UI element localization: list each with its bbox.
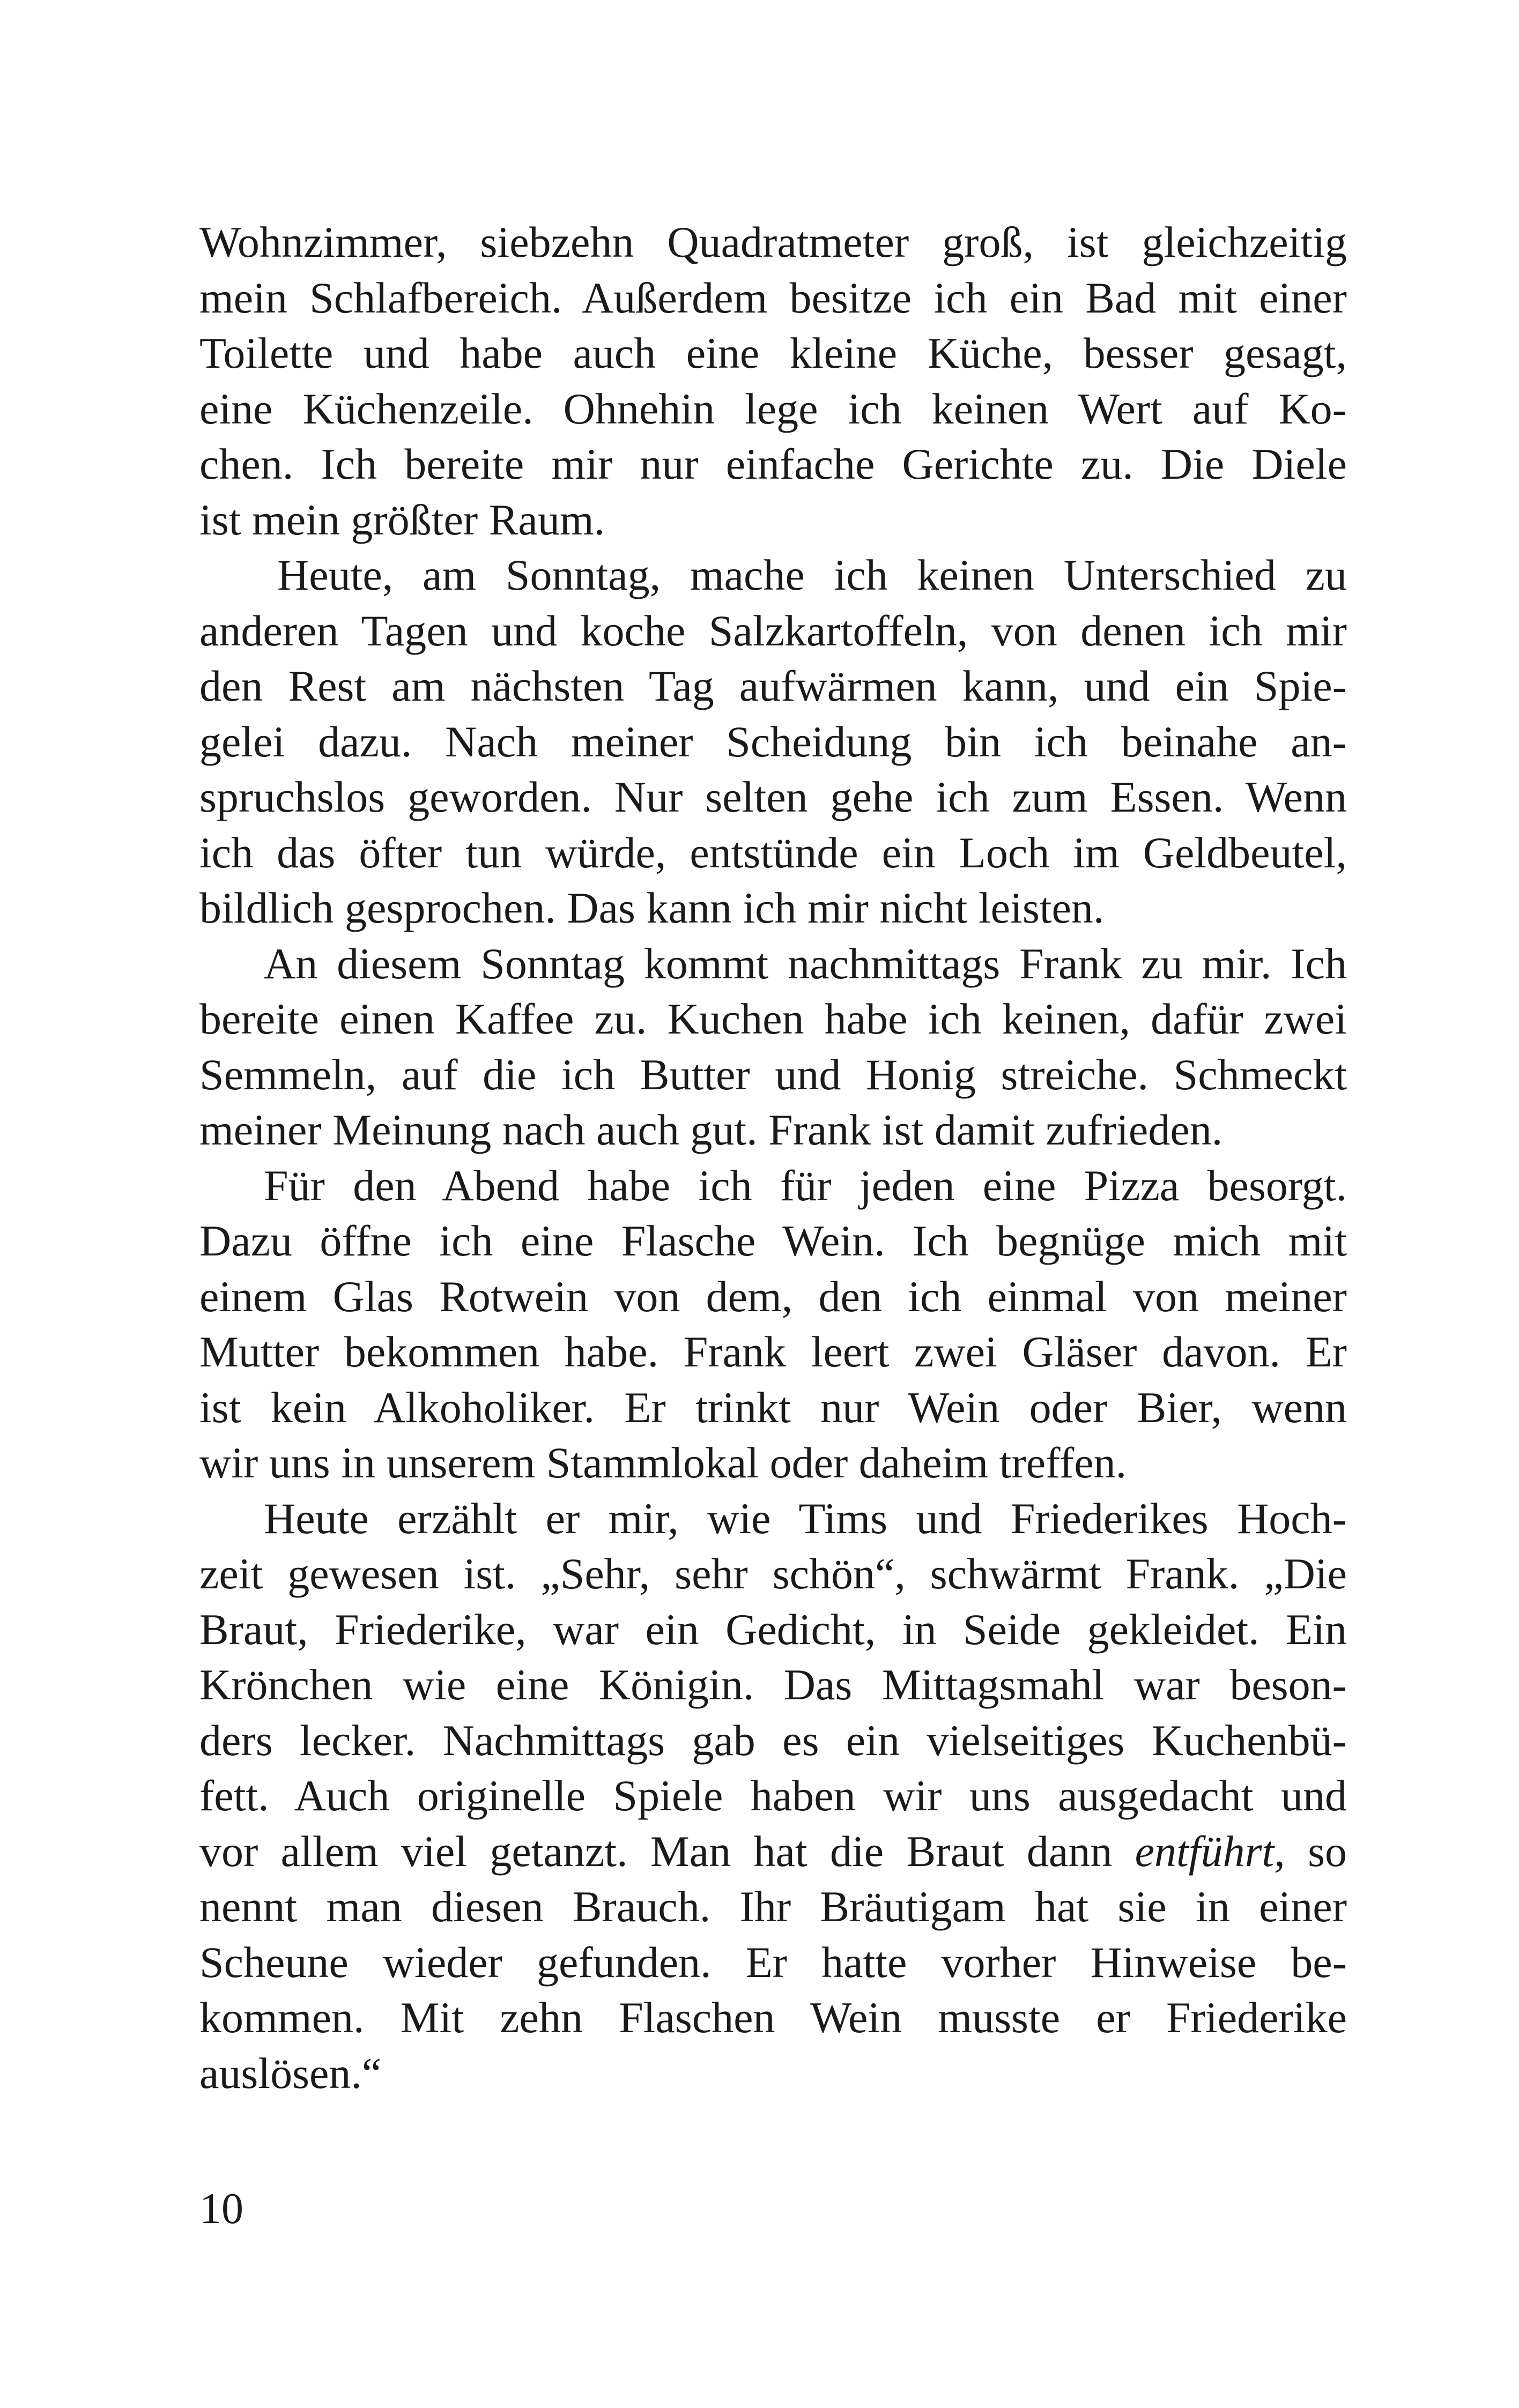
text-line: spruchslos geworden. Nur selten gehe ich zum Essen. Wenn: [199, 772, 1347, 821]
text-line: gelei dazu. Nach meiner Scheidung bin ich beinahe an-: [199, 717, 1347, 766]
text-line: Heute erzählt er mir, wie Tims und Friederikes Hoch-: [264, 1493, 1347, 1543]
text-line: Dazu öffne ich eine Flasche Wein. Ich begnüge mich mit: [199, 1216, 1347, 1265]
text-line: bereite einen Kaffee zu. Kuchen habe ich keinen, dafür zwei: [199, 994, 1347, 1043]
text-line: Scheune wieder gefunden. Er hatte vorher Hinweise be-: [199, 1937, 1347, 1987]
text-line: zeit gewesen ist. „Sehr, sehr schön“, schwärmt Frank. „Die: [199, 1549, 1347, 1598]
text-segment: vor allem viel getanzt. Man hat die Braut dann: [199, 1826, 1135, 1876]
text-line: An diesem Sonntag kommt nachmittags Frank zu mir. Ich: [264, 939, 1347, 988]
text-line: kommen. Mit zehn Flaschen Wein musste er Friederike: [199, 1993, 1347, 2042]
text-line: nennt man diesen Brauch. Ihr Bräutigam hat sie in einer: [199, 1882, 1347, 1931]
text-line: Toilette und habe auch eine kleine Küche, besser gesagt,: [199, 329, 1347, 377]
text-line: den Rest am nächsten Tag aufwärmen kann, und ein Spie-: [199, 662, 1347, 710]
text-line: ist kein Alkoholiker. Er trinkt nur Wein oder Bier, wenn: [199, 1383, 1347, 1432]
text-line: [199, 1824, 1347, 1879]
text-line: Heute, am Sonntag, mache ich keinen Unterschied zu: [277, 551, 1347, 599]
text-line: bildlich gesprochen. Das kann ich mir nicht leisten.: [199, 883, 1105, 932]
body-text: [199, 214, 1347, 2101]
text-line: ist mein größter Raum.: [199, 495, 605, 544]
text-line: Mutter bekommen habe. Frank leert zwei Gläser davon. Er: [199, 1327, 1347, 1376]
text-line: anderen Tagen und koche Salzkartoffeln, von denen ich mir: [199, 606, 1347, 655]
text-line: chen. Ich bereite mir nur einfache Gerichte zu. Die Diele: [199, 440, 1347, 488]
text-line: Für den Abend habe ich für jeden eine Pizza besorgt.: [264, 1161, 1347, 1210]
text-line: Krönchen wie eine Königin. Das Mittagsmahl war beson-: [199, 1660, 1347, 1709]
text-line: einem Glas Rotwein von dem, den ich einmal von meiner: [199, 1272, 1347, 1321]
text-line: ich das öfter tun würde, entstünde ein Loch im Geldbeutel,: [199, 828, 1347, 877]
text-line: wir uns in unserem Stammlokal oder daheim treffen.: [199, 1438, 1127, 1487]
page-number: 10: [199, 2184, 243, 2233]
text-line: ders lecker. Nachmittags gab es ein vielseitiges Kuchenbü-: [199, 1715, 1347, 1765]
text-line: fett. Auch originelle Spiele haben wir uns ausgedacht und: [199, 1771, 1347, 1820]
text-line: Braut, Friederike, war ein Gedicht, in Seide gekleidet. Ein: [199, 1604, 1347, 1654]
text-line: meiner Meinung nach auch gut. Frank ist damit zufrieden.: [199, 1105, 1223, 1154]
text-line: eine Küchenzeile. Ohnehin lege ich keinen Wert auf Ko-: [199, 384, 1347, 433]
text-line: auslösen.“: [199, 2048, 382, 2098]
text-segment: so: [1285, 1826, 1347, 1876]
text-line: Semmeln, auf die ich Butter und Honig streiche. Schmeckt: [199, 1050, 1347, 1099]
text-line: mein Schlafbereich. Außerdem besitze ich ein Bad mit einer: [199, 273, 1347, 322]
italic-word: entführt,: [1135, 1826, 1285, 1876]
text-line: Wohnzimmer, siebzehn Quadratmeter groß, ist gleichzeitig: [199, 218, 1347, 266]
